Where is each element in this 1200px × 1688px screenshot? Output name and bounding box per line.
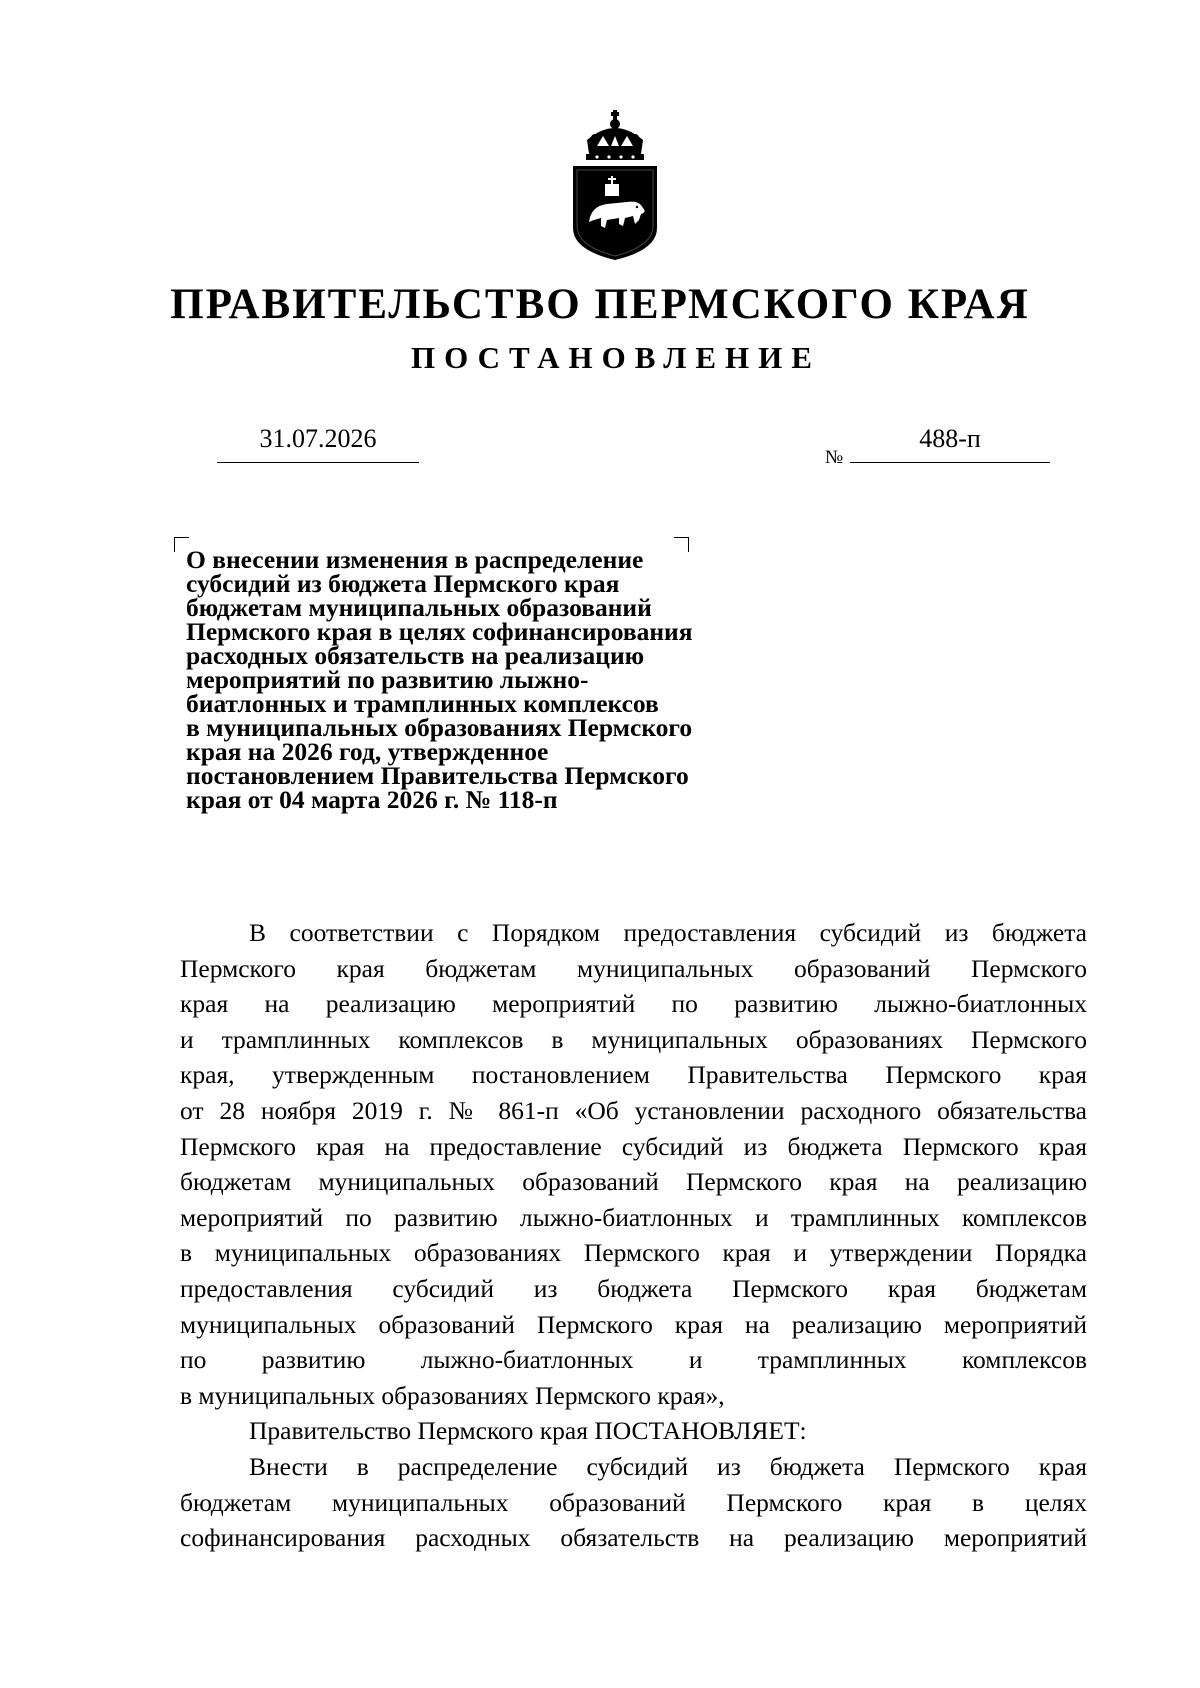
subject-line: субсидий из бюджета Пермского края <box>186 569 620 598</box>
body-line: бюджетам муниципальных образований Пермского края на реализацию <box>180 1167 1087 1197</box>
subject-line: мероприятий по развитию лыжно- <box>186 665 589 694</box>
body-line: В соответствии с Порядком предоставления субсидий из бюджета <box>249 918 1087 947</box>
body-line: софинансирования расходных обязательств на реализацию мероприятий <box>180 1523 1087 1553</box>
body-line: в муниципальных образованиях Пермского края и утверждении Порядка <box>180 1238 1087 1268</box>
body-line: муниципальных образований Пермского края на реализацию мероприятий <box>180 1309 1087 1339</box>
body-line: Внести в распределение субсидий из бюджета Пермского края <box>249 1451 1087 1481</box>
body-line: от 28 ноября 2019 г. № 861-п «Об установлении расходного обязательства <box>180 1095 1087 1125</box>
body-line: мероприятий по развитию лыжно-биатлонных и трамплинных комплексов <box>180 1202 1087 1232</box>
subject-line: постановлением Правительства Пермского <box>186 761 689 790</box>
organization-title: ПРАВИТЕЛЬСТВО ПЕРМСКОГО КРАЯ <box>170 281 1030 328</box>
body-line: края, утвержденным постановлением Правительства Пермского края <box>180 1060 1087 1090</box>
document-subject <box>186 545 746 814</box>
subject-line: в муниципальных образованиях Пермского <box>186 713 693 742</box>
body-line: в муниципальных образованиях Пермского края», <box>180 1380 725 1410</box>
document-number: 488-п <box>919 424 981 453</box>
document-date: 31.07.2026 <box>259 424 377 453</box>
subject-line: края от 04 марта 2026 г. № 118-п <box>186 785 558 814</box>
subject-line: бюджетам муниципальных образований <box>186 593 652 622</box>
subject-line: биатлонных и трамплинных комплексов <box>186 689 659 718</box>
body-line: по развитию лыжно-биатлонных и трамплинных комплексов <box>180 1345 1087 1375</box>
subject-line: О внесении изменения в распределение <box>186 545 644 574</box>
number-underline <box>850 462 1050 463</box>
resolution-line: Правительство Пермского края ПОСТАНОВЛЯЕТ: <box>249 1416 807 1446</box>
document-body <box>180 915 1087 1556</box>
body-line: и трамплинных комплексов в муниципальных образованиях Пермского <box>180 1024 1087 1054</box>
subject-line: расходных обязательств на реализацию <box>186 641 645 670</box>
document-type: ПОСТАНОВЛЕНИЕ <box>411 340 821 375</box>
body-line: бюджетам муниципальных образований Пермского края в целях <box>180 1487 1087 1517</box>
body-line: Пермского края бюджетам муниципальных образований Пермского <box>180 953 1087 983</box>
subject-line: Пермского края в целях софинансирования <box>186 617 693 646</box>
date-underline <box>217 462 419 463</box>
coat-of-arms-icon <box>569 110 661 262</box>
body-line: предоставления субсидий из бюджета Пермского края бюджетам <box>180 1273 1087 1303</box>
body-line: Пермского края на предоставление субсидий из бюджета Пермского края <box>180 1131 1087 1161</box>
body-line: края на реализацию мероприятий по развитию лыжно-биатлонных <box>180 989 1087 1019</box>
number-sign: № <box>825 447 844 468</box>
subject-line: края на 2026 год, утвержденное <box>186 737 549 766</box>
